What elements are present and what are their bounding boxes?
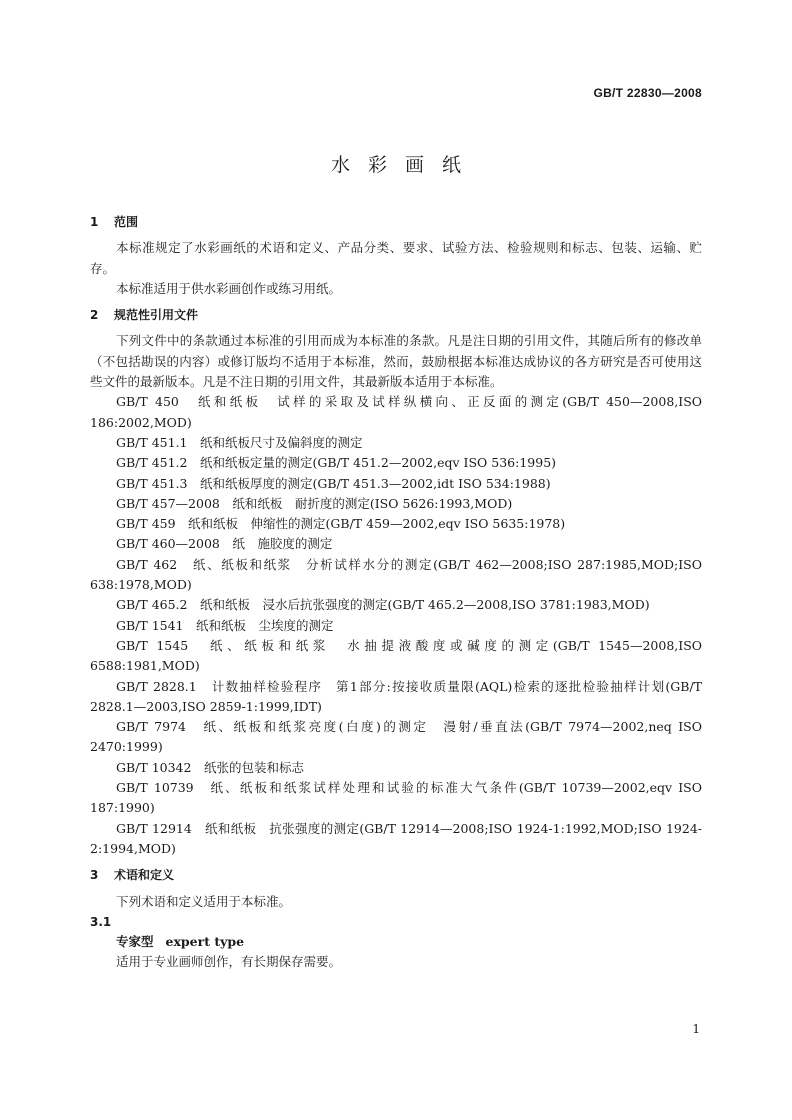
- term-number: 3.1: [90, 914, 112, 929]
- reference-item: GB/T 465.2 纸和纸板 浸水后抗张强度的测定(GB/T 465.2—2008,ISO 3781:1983,MOD): [116, 597, 650, 613]
- term-english: expert type: [165, 934, 245, 950]
- section-number: 3: [90, 868, 99, 883]
- section-2-heading: [90, 305, 702, 325]
- section-number: 1: [90, 215, 99, 229]
- document-body: [90, 212, 702, 973]
- section-title: 术语和定义: [114, 868, 175, 883]
- reference-item: GB/T 451.3 纸和纸板厚度的测定(GB/T 451.3—2002,idt ISO 534:1988): [116, 475, 551, 491]
- paragraph: 本标准适用于供水彩画创作或练习用纸。: [116, 280, 342, 296]
- section-title: 规范性引用文件: [114, 308, 199, 323]
- reference-item: GB/T 450 纸和纸板 试样的采取及试样纵横向、正反面的测定(GB/T 450—2008,ISO 186:2002,MOD): [90, 394, 702, 430]
- paragraph: 下列文件中的条款通过本标准的引用而成为本标准的条款。凡是注日期的引用文件，其随后所有的修改单（不包括勘误的内容）或修订版均不适用于本标准，然而，鼓励根据本标准达成协议的各方研究是否可使用这些文件的最新版本。凡是不注日期的引用文件，其最新版本适用于本标准。: [90, 333, 702, 390]
- section-3-heading: [90, 865, 702, 885]
- reference-item: GB/T 457—2008 纸和纸板 耐折度的测定(ISO 5626:1993,MOD): [116, 495, 513, 511]
- term-definition: 适用于专业画师创作，有长期保存需要。: [116, 954, 342, 970]
- reference-item: GB/T 12914 纸和纸板 抗张强度的测定(GB/T 12914—2008;ISO 1924-1:1992,MOD;ISO 1924-2:1994,MOD): [90, 820, 702, 856]
- paragraph: 下列术语和定义适用于本标准。: [116, 893, 292, 909]
- reference-item: GB/T 1541 纸和纸板 尘埃度的测定: [116, 617, 334, 633]
- reference-item: GB/T 459 纸和纸板 伸缩性的测定(GB/T 459—2002,eqv ISO 5635:1978): [116, 516, 566, 532]
- term-entry: [90, 932, 702, 952]
- reference-item: GB/T 2828.1 计数抽样检验程序 第1部分:按接收质量限(AQL)检索的逐批检验抽样计划(GB/T 2828.1—2003,ISO 2859-1:1999,IDT): [90, 678, 702, 714]
- reference-item: GB/T 451.1 纸和纸板尺寸及偏斜度的测定: [116, 434, 363, 450]
- reference-item: GB/T 7974 纸、纸板和纸浆亮度(白度)的测定 漫射/垂直法(GB/T 7974—2002,neq ISO 2470:1999): [90, 719, 702, 755]
- reference-item: GB/T 460—2008 纸 施胶度的测定: [116, 536, 333, 552]
- section-title: 范围: [114, 215, 139, 229]
- reference-item: GB/T 10739 纸、纸板和纸浆试样处理和试验的标准大气条件(GB/T 10739—2002,eqv ISO 187:1990): [90, 780, 702, 816]
- section-number: 2: [90, 308, 99, 323]
- reference-item: GB/T 1545 纸、纸板和纸浆 水抽提液酸度或碱度的测定(GB/T 1545—2008,ISO 6588:1981,MOD): [90, 637, 702, 674]
- document-title: 水彩画纸: [330, 154, 479, 176]
- paragraph: 本标准规定了水彩画纸的术语和定义、产品分类、要求、试验方法、检验规则和标志、包装、运输、贮存。: [90, 240, 702, 276]
- reference-item: GB/T 462 纸、纸板和纸浆 分析试样水分的测定(GB/T 462—2008;ISO 287:1985,MOD;ISO 638:1978,MOD): [90, 556, 702, 593]
- reference-item: GB/T 10342 纸张的包装和标志: [116, 759, 304, 775]
- term-chinese: 专家型: [116, 934, 154, 950]
- page-number: 1: [692, 1022, 700, 1036]
- section-1-heading: [90, 212, 702, 232]
- standard-number: GB/T 22830—2008: [593, 86, 702, 100]
- reference-item: GB/T 451.2 纸和纸板定量的测定(GB/T 451.2—2002,eqv ISO 536:1995): [116, 455, 557, 471]
